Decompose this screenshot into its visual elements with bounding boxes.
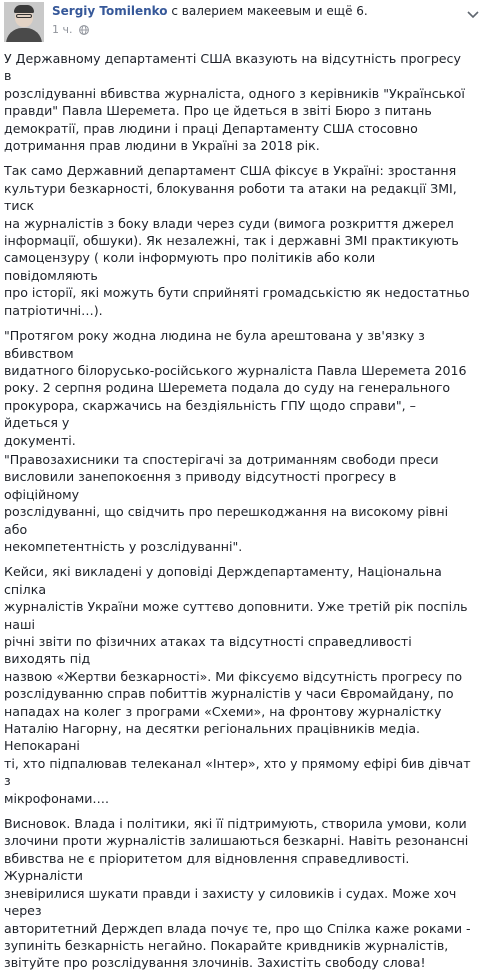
avatar-glasses [16, 14, 32, 18]
post-header [0, 0, 492, 48]
post-headline [52, 4, 368, 19]
post-paragraph: "Протягом року жодна людина не була арештована у зв'язку з вбивством видатного білорусько-російського журналіста Павла Шеремета 2016 року. 2 серпня родина Шеремета подала до суду на генерального прокурора, скаржачись на бездіяльність ГПУ щодо справи", – йдеться у документі. [4, 328, 467, 448]
tagged-people[interactable]: с валерием макеевым и ещё 6. [171, 4, 368, 18]
post-meta [52, 23, 89, 37]
post-time[interactable]: 1 ч. [52, 23, 73, 36]
post-body [4, 50, 472, 980]
author-name[interactable]: Sergiy Tomilenko [52, 4, 168, 18]
post-paragraph: У Державному департаменті США вказують на відсутність прогресу в розслідуванні вбивства журналіста, одного з керівників "Української правди" Павла Шеремета. Про це йдеться в звіті Бюро з питань демократії, прав людини і праці Департаменту США стосовно дотримання прав людини в Україні за 2018 рік. [4, 51, 465, 154]
post-paragraph: Так само Державний департамент США фіксує в Україні: зростання культури безкарності, блокування роботи та атаки на редакції ЗМІ, тиск на журналістів з боку влади через суди (вимога розкриття джерел інформації, обшуки). Як незалежні, так і державні ЗМІ практикують самоцензуру ( коли інформують про політиків або коли повідомляють про історії, які можуть бути сприйняті громадськістю як недостатньо патріотичні…). [4, 163, 470, 318]
avatar-shoulders [6, 28, 42, 42]
chevron-down-icon[interactable] [466, 4, 480, 14]
avatar-hair [14, 5, 34, 13]
author-avatar[interactable] [4, 2, 44, 42]
post-paragraph: Висновок. Влада і політики, які її підтримують, створила умови, коли злочини проти журналістів залишаються безкарні. Навіть резонансні вбивства не є пріоритетом для відновлення справедливості. Журналісти зневірилися шукати правди і захисту у силовиків і судах. Може хоч через авторитетний Держдеп влада почує те, про що Спілка каже роками - зупиніть безкарність негайно. Покарайте кривдників журналістів, звітуйте про розслідування злочинів. Захистіть свободу слова! [4, 816, 471, 971]
post-paragraph: "Правозахисники та спостерігачі за дотриманням свободи преси висловили занепокоєння з приводу відсутності прогресу в офіційному розслідуванні, що свідчить про перешкоджання на високому рівні або некомпетентність у розслідуванні". [4, 451, 449, 554]
post-paragraph: Кейси, які викладені у доповіді Держдепартаменту, Національна спілка журналістів України може суттєво доповнити. Уже третій рік поспіль наші річні звіти по фізичних атаках та відсутності справедливості виходять під назвою «Жертви безкарності». Ми фіксуємо відсутність прогресу по розслідуванню справ побиттів журналістів у часи Євромайдану, по нападах на колег з програми «Схеми», на фронтову журналістку Наталію Нагорну, на десятки регіональних працівників медіа. Непокарані ті, хто підпалював телеканал «Інтер», хто у прямому ефірі бив дівчат з мікрофонами…. [4, 564, 471, 806]
globe-icon[interactable] [79, 25, 89, 35]
